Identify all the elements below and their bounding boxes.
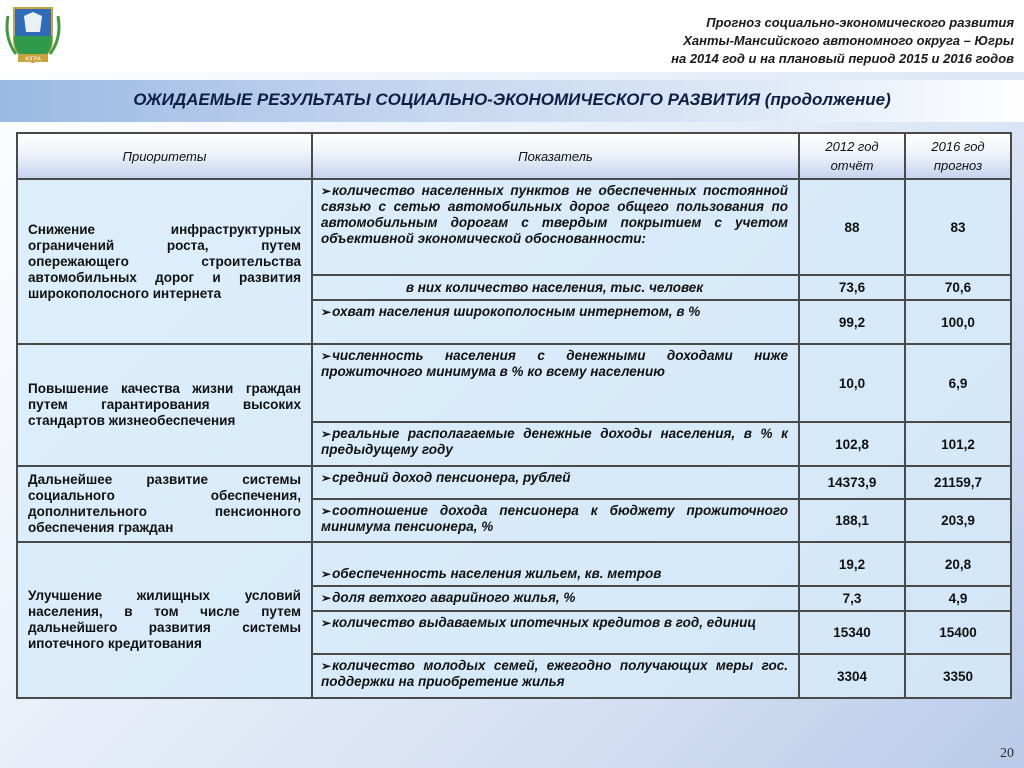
value-2016: 20,8 [905,542,1011,586]
header-line-1: Прогноз социально-экономического развития [706,15,1014,30]
indicator-cell [312,179,799,275]
indicator-cell [312,586,799,611]
indicator-cell [312,654,799,698]
header-2016-type: прогноз [933,158,983,173]
results-table [16,132,1012,699]
indicator-cell [312,275,799,300]
arrow-bullet-icon: ➢ [321,616,332,630]
indicator-text: количество молодых семей, ежегодно получающих меры гос. поддержки на приобретение жилья [321,658,788,689]
value-2016: 203,9 [905,499,1011,542]
value-2016: 100,0 [905,300,1011,344]
priority-cell [17,542,312,698]
priority-cell [17,466,312,542]
indicator-text: количество выдаваемых ипотечных кредитов в год, единиц [332,615,757,630]
indicator-text: обеспеченность населения жильем, кв. метров [332,566,662,581]
indicator-cell [312,344,799,422]
value-2016: 3350 [905,654,1011,698]
indicator-text: в них количество населения, тыс. человек [405,279,704,295]
arrow-bullet-icon: ➢ [321,305,332,319]
arrow-bullet-icon: ➢ [321,349,332,363]
arrow-bullet-icon: ➢ [321,504,332,518]
arrow-bullet-icon: ➢ [321,591,332,605]
value-2012: 102,8 [799,422,905,466]
priority-text: Повышение качества жизни граждан путем гарантирования высоких стандартов жизнеобеспечения [28,381,301,428]
header-2012-year: 2012 год [825,139,879,154]
header-2012 [799,133,905,179]
indicator-text: доля ветхого аварийного жилья, % [332,590,576,605]
indicator-cell [312,611,799,654]
value-2012: 7,3 [799,586,905,611]
arrow-bullet-icon: ➢ [321,184,332,198]
indicator-cell [312,422,799,466]
indicator-text: реальные располагаемые денежные доходы населения, в % к предыдущему году [321,426,788,457]
table-row [17,179,1011,275]
table-header-row [17,133,1011,179]
arrow-bullet-icon: ➢ [321,427,332,441]
arrow-bullet-icon: ➢ [321,471,332,485]
priority-text: Снижение инфраструктурных ограничений роста, путем опережающего строительства автомобильных дорог и развития широкополосного интернета [28,221,301,301]
value-2012: 14373,9 [799,466,905,499]
value-2016: 6,9 [905,344,1011,422]
table-row [17,344,1011,422]
indicator-text: соотношение дохода пенсионера к бюджету прожиточного минимума пенсионера, % [321,503,788,534]
indicator-cell [312,466,799,499]
document-header [414,14,1014,68]
value-2016: 4,9 [905,586,1011,611]
value-2016: 21159,7 [905,466,1011,499]
indicator-text: численность населения с денежными доходами ниже прожиточного минимума в % ко всему населению [321,348,788,379]
value-2012: 188,1 [799,499,905,542]
priority-text: Улучшение жилищных условий населения, в том числе путем дальнейшего развития системы ипотечного кредитования [28,588,301,651]
page-title: ОЖИДАЕМЫЕ РЕЗУЛЬТАТЫ СОЦИАЛЬНО-ЭКОНОМИЧЕСКОГО РАЗВИТИЯ (продолжение) [133,90,891,109]
header-2016-year: 2016 год [931,139,985,154]
coat-of-arms-icon [4,2,62,66]
value-2012: 3304 [799,654,905,698]
table-row [17,466,1011,499]
priority-text: Дальнейшее развитие системы социального обеспечения, дополнительного пенсионного обеспечения граждан [28,472,301,535]
value-2012: 15340 [799,611,905,654]
table-row [17,542,1011,586]
header-priorities: Приоритеты [17,133,312,179]
value-2016: 101,2 [905,422,1011,466]
indicator-cell [312,499,799,542]
value-2012: 73,6 [799,275,905,300]
value-2016: 83 [905,179,1011,275]
header-2016 [905,133,1011,179]
value-2012: 19,2 [799,542,905,586]
indicator-cell [312,542,799,586]
indicator-cell [312,300,799,344]
priority-cell [17,344,312,466]
priority-cell [17,179,312,344]
header-2012-type: отчёт [830,158,874,173]
header-indicator: Показатель [312,133,799,179]
value-2016: 15400 [905,611,1011,654]
value-2012: 10,0 [799,344,905,422]
arrow-bullet-icon: ➢ [321,567,332,581]
arrow-bullet-icon: ➢ [321,659,332,673]
value-2012: 99,2 [799,300,905,344]
value-2012: 88 [799,179,905,275]
indicator-text: средний доход пенсионера, рублей [332,470,571,485]
header-line-2: Ханты-Мансийского автономного округа – Югры [683,33,1014,48]
value-2016: 70,6 [905,275,1011,300]
page-number: 20 [1000,746,1014,761]
indicator-text: охват населения широкополосным интернетом, в % [332,304,701,319]
header-line-3: на 2014 год и на плановый период 2015 и 2016 годов [671,51,1014,66]
indicator-text: количество населенных пунктов не обеспеченных постоянной связью с сетью автомобильных дорог общего пользования по автомобильным дорогам с твердым покрытием с учетом объективной экономической обоснованности: [321,183,788,246]
emblem-label: ЮГРА [25,56,41,63]
